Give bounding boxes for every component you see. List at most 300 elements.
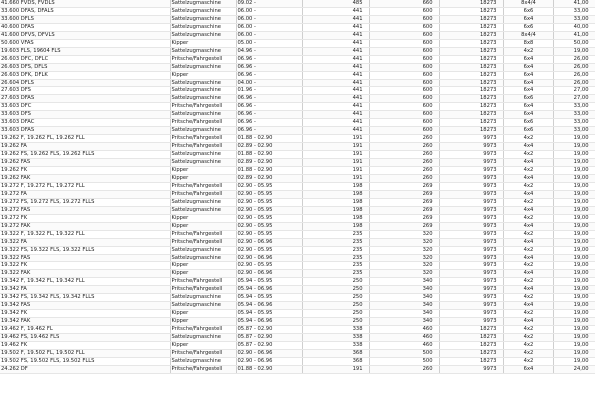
body-type-cell: Kipper	[170, 318, 236, 326]
build-period-cell: 06.96 -	[236, 127, 302, 135]
power-ps-cell: 460	[369, 341, 439, 349]
weight-cell: 19,00	[553, 278, 595, 286]
body-type-cell: Pritsche/Fahrgestell	[170, 190, 236, 198]
weight-cell: 19,00	[553, 302, 595, 310]
build-period-cell: 02.90 - 06.96	[236, 349, 302, 357]
axle-config-cell: 6x4	[503, 365, 553, 373]
power-kw-cell: 485	[302, 0, 369, 7]
power-kw-cell: 191	[302, 365, 369, 373]
power-ps-cell: 340	[369, 310, 439, 318]
axle-config-cell: 4x2	[503, 135, 553, 143]
power-ps-cell: 269	[369, 198, 439, 206]
power-ps-cell: 600	[369, 55, 439, 63]
body-type-cell: Pritsche/Fahrgestell	[170, 365, 236, 373]
body-type-cell: Sattelzugmaschine	[170, 0, 236, 7]
table-row[interactable]	[0, 63, 595, 71]
table-row[interactable]	[0, 190, 595, 198]
axle-config-cell: 4x2	[503, 310, 553, 318]
axle-config-cell: 6x4	[503, 87, 553, 95]
build-period-cell: 06.00 -	[236, 7, 302, 15]
weight-cell: 33,00	[553, 103, 595, 111]
build-period-cell: 02.89 - 02.90	[236, 143, 302, 151]
table-row[interactable]	[0, 143, 595, 151]
weight-cell: 26,00	[553, 63, 595, 71]
model-cell: 19.342 FAS	[0, 302, 170, 310]
body-type-cell: Sattelzugmaschine	[170, 7, 236, 15]
weight-cell: 19,00	[553, 151, 595, 159]
weight-cell: 19,00	[553, 341, 595, 349]
build-period-cell: 05.94 - 06.96	[236, 302, 302, 310]
axle-config-cell: 4x2	[503, 349, 553, 357]
weight-cell: 27,00	[553, 87, 595, 95]
table-row[interactable]	[0, 167, 595, 175]
displacement-cell: 9973	[439, 302, 503, 310]
model-cell: 24.262 DF	[0, 365, 170, 373]
table-row[interactable]	[0, 222, 595, 230]
power-kw-cell: 198	[302, 182, 369, 190]
power-ps-cell: 600	[369, 71, 439, 79]
body-type-cell: Sattelzugmaschine	[170, 302, 236, 310]
table-row[interactable]	[0, 103, 595, 111]
axle-config-cell: 4x2	[503, 214, 553, 222]
axle-config-cell: 8x4/4	[503, 31, 553, 39]
model-cell: 41.600 DFVS, DFVLS	[0, 31, 170, 39]
body-type-cell: Kipper	[170, 214, 236, 222]
weight-cell: 19,00	[553, 238, 595, 246]
displacement-cell: 9973	[439, 167, 503, 175]
power-kw-cell: 250	[302, 310, 369, 318]
table-row[interactable]	[0, 294, 595, 302]
power-ps-cell: 600	[369, 7, 439, 15]
weight-cell: 19,00	[553, 270, 595, 278]
power-ps-cell: 600	[369, 119, 439, 127]
model-cell: 19.272 FA	[0, 190, 170, 198]
model-cell: 19.342 FS, 19.342 FLS, 19.342 FLLS	[0, 294, 170, 302]
table-row[interactable]	[0, 95, 595, 103]
displacement-cell: 18273	[439, 127, 503, 135]
power-kw-cell: 235	[302, 262, 369, 270]
body-type-cell: Kipper	[170, 174, 236, 182]
power-ps-cell: 320	[369, 246, 439, 254]
power-ps-cell: 600	[369, 47, 439, 55]
power-kw-cell: 441	[302, 39, 369, 47]
build-period-cell: 02.90 - 05.95	[236, 222, 302, 230]
table-row[interactable]	[0, 326, 595, 334]
power-kw-cell: 198	[302, 222, 369, 230]
model-cell: 19.272 F, 19.272 FL, 19.272 FLL	[0, 182, 170, 190]
table-row[interactable]	[0, 15, 595, 23]
power-kw-cell: 250	[302, 286, 369, 294]
weight-cell: 19,00	[553, 326, 595, 334]
model-cell: 33.603 DFAC	[0, 119, 170, 127]
displacement-cell: 9973	[439, 270, 503, 278]
weight-cell: 27,00	[553, 95, 595, 103]
build-period-cell: 01.88 - 02.90	[236, 151, 302, 159]
displacement-cell: 9973	[439, 135, 503, 143]
body-type-cell: Pritsche/Fahrgestell	[170, 55, 236, 63]
table-row[interactable]	[0, 270, 595, 278]
displacement-cell: 18273	[439, 39, 503, 47]
table-row[interactable]	[0, 119, 595, 127]
table-row[interactable]	[0, 111, 595, 119]
weight-cell: 19,00	[553, 310, 595, 318]
axle-config-cell: 8x4/4	[503, 0, 553, 7]
body-type-cell: Pritsche/Fahrgestell	[170, 119, 236, 127]
model-cell: 19.322 FAS	[0, 254, 170, 262]
power-ps-cell: 269	[369, 222, 439, 230]
power-kw-cell: 250	[302, 278, 369, 286]
power-kw-cell: 191	[302, 167, 369, 175]
table-row[interactable]	[0, 365, 595, 373]
body-type-cell: Sattelzugmaschine	[170, 87, 236, 95]
body-type-cell: Pritsche/Fahrgestell	[170, 278, 236, 286]
power-kw-cell: 198	[302, 214, 369, 222]
build-period-cell: 05.00 -	[236, 39, 302, 47]
build-period-cell: 02.90 - 05.95	[236, 206, 302, 214]
body-type-cell: Sattelzugmaschine	[170, 111, 236, 119]
weight-cell: 33,00	[553, 7, 595, 15]
model-cell: 26.603 DFS, DFLS	[0, 63, 170, 71]
power-ps-cell: 600	[369, 103, 439, 111]
power-kw-cell: 235	[302, 246, 369, 254]
model-cell: 19.322 F, 19.322 FL, 19.322 FLL	[0, 230, 170, 238]
power-kw-cell: 441	[302, 7, 369, 15]
body-type-cell: Sattelzugmaschine	[170, 23, 236, 31]
table-row[interactable]	[0, 357, 595, 365]
power-kw-cell: 441	[302, 103, 369, 111]
table-row[interactable]	[0, 87, 595, 95]
axle-config-cell: 6x4	[503, 63, 553, 71]
power-ps-cell: 320	[369, 238, 439, 246]
power-ps-cell: 260	[369, 135, 439, 143]
table-row[interactable]	[0, 151, 595, 159]
build-period-cell: 04.96 -	[236, 47, 302, 55]
weight-cell: 19,00	[553, 286, 595, 294]
table-row[interactable]	[0, 206, 595, 214]
build-period-cell: 02.90 - 05.95	[236, 182, 302, 190]
displacement-cell: 9973	[439, 254, 503, 262]
displacement-cell: 9973	[439, 230, 503, 238]
power-kw-cell: 235	[302, 270, 369, 278]
build-period-cell: 06.96 -	[236, 55, 302, 63]
power-ps-cell: 600	[369, 111, 439, 119]
build-period-cell: 02.90 - 05.95	[236, 230, 302, 238]
power-kw-cell: 250	[302, 294, 369, 302]
power-kw-cell: 441	[302, 79, 369, 87]
body-type-cell: Pritsche/Fahrgestell	[170, 286, 236, 294]
power-kw-cell: 191	[302, 159, 369, 167]
model-cell: 50.600 VFAS	[0, 39, 170, 47]
body-type-cell: Sattelzugmaschine	[170, 198, 236, 206]
table-row[interactable]	[0, 334, 595, 342]
power-ps-cell: 340	[369, 278, 439, 286]
weight-cell: 19,00	[553, 214, 595, 222]
body-type-cell: Pritsche/Fahrgestell	[170, 182, 236, 190]
power-ps-cell: 600	[369, 23, 439, 31]
power-kw-cell: 198	[302, 190, 369, 198]
model-cell: 19.342 FA	[0, 286, 170, 294]
power-ps-cell: 600	[369, 95, 439, 103]
axle-config-cell: 6x4	[503, 111, 553, 119]
axle-config-cell: 4x4	[503, 238, 553, 246]
table-row[interactable]	[0, 214, 595, 222]
body-type-cell: Sattelzugmaschine	[170, 31, 236, 39]
power-ps-cell: 600	[369, 15, 439, 23]
model-cell: 19.462 FS, 19.462 FLS	[0, 334, 170, 342]
axle-config-cell: 4x4	[503, 190, 553, 198]
model-cell: 19.462 F, 19.462 FL	[0, 326, 170, 334]
body-type-cell: Kipper	[170, 39, 236, 47]
body-type-cell: Kipper	[170, 71, 236, 79]
displacement-cell: 9973	[439, 294, 503, 302]
body-type-cell: Sattelzugmaschine	[170, 294, 236, 302]
displacement-cell: 18273	[439, 15, 503, 23]
power-ps-cell: 500	[369, 349, 439, 357]
power-ps-cell: 269	[369, 206, 439, 214]
model-cell: 19.502 FS, 19.502 FLS, 19.502 FLLS	[0, 357, 170, 365]
table-row[interactable]	[0, 39, 595, 47]
power-kw-cell: 191	[302, 174, 369, 182]
body-type-cell: Pritsche/Fahrgestell	[170, 143, 236, 151]
power-kw-cell: 191	[302, 135, 369, 143]
displacement-cell: 18273	[439, 111, 503, 119]
weight-cell: 19,00	[553, 357, 595, 365]
build-period-cell: 06.96 -	[236, 119, 302, 127]
table-row[interactable]	[0, 286, 595, 294]
displacement-cell: 18273	[439, 23, 503, 31]
power-ps-cell: 460	[369, 326, 439, 334]
weight-cell: 41,00	[553, 0, 595, 7]
axle-config-cell: 4x2	[503, 167, 553, 175]
table-row[interactable]	[0, 127, 595, 135]
weight-cell: 19,00	[553, 230, 595, 238]
table-row[interactable]	[0, 55, 595, 63]
build-period-cell: 06.00 -	[236, 15, 302, 23]
model-cell: 19.322 FAK	[0, 270, 170, 278]
build-period-cell: 05.94 - 06.96	[236, 286, 302, 294]
build-period-cell: 05.94 - 06.96	[236, 318, 302, 326]
displacement-cell: 18273	[439, 334, 503, 342]
table-row[interactable]	[0, 349, 595, 357]
displacement-cell: 9973	[439, 206, 503, 214]
axle-config-cell: 4x4	[503, 286, 553, 294]
weight-cell: 33,00	[553, 119, 595, 127]
body-type-cell: Pritsche/Fahrgestell	[170, 326, 236, 334]
body-type-cell: Sattelzugmaschine	[170, 15, 236, 23]
model-cell: 19.262 FA	[0, 143, 170, 151]
build-period-cell: 02.90 - 06.96	[236, 238, 302, 246]
displacement-cell: 9973	[439, 182, 503, 190]
table-row[interactable]	[0, 79, 595, 87]
axle-config-cell: 8x8	[503, 39, 553, 47]
model-cell: 19.603 FLS, 19604 FLS	[0, 47, 170, 55]
weight-cell: 19,00	[553, 182, 595, 190]
power-ps-cell: 260	[369, 143, 439, 151]
axle-config-cell: 4x4	[503, 174, 553, 182]
table-row[interactable]	[0, 318, 595, 326]
power-kw-cell: 441	[302, 127, 369, 135]
table-row[interactable]	[0, 254, 595, 262]
power-kw-cell: 441	[302, 71, 369, 79]
power-kw-cell: 250	[302, 318, 369, 326]
displacement-cell: 18273	[439, 326, 503, 334]
build-period-cell: 06.96 -	[236, 63, 302, 71]
displacement-cell: 9973	[439, 174, 503, 182]
build-period-cell: 02.90 - 05.95	[236, 198, 302, 206]
power-kw-cell: 441	[302, 31, 369, 39]
body-type-cell: Sattelzugmaschine	[170, 254, 236, 262]
body-type-cell: Kipper	[170, 262, 236, 270]
table-row[interactable]	[0, 135, 595, 143]
body-type-cell: Sattelzugmaschine	[170, 357, 236, 365]
power-ps-cell: 260	[369, 174, 439, 182]
weight-cell: 19,00	[553, 318, 595, 326]
model-cell: 19.272 FAS	[0, 206, 170, 214]
axle-config-cell: 6x6	[503, 23, 553, 31]
displacement-cell: 9973	[439, 198, 503, 206]
axle-config-cell: 4x4	[503, 143, 553, 151]
displacement-cell: 9973	[439, 286, 503, 294]
model-cell: 40.600 DFAS	[0, 23, 170, 31]
power-kw-cell: 441	[302, 47, 369, 55]
model-cell: 19.322 FS, 19.322 FLS, 19.322 FLLS	[0, 246, 170, 254]
body-type-cell: Pritsche/Fahrgestell	[170, 238, 236, 246]
table-row[interactable]	[0, 310, 595, 318]
table-row[interactable]	[0, 278, 595, 286]
table-row[interactable]	[0, 238, 595, 246]
displacement-cell: 9973	[439, 159, 503, 167]
power-kw-cell: 338	[302, 341, 369, 349]
displacement-cell: 18273	[439, 0, 503, 7]
displacement-cell: 18273	[439, 103, 503, 111]
displacement-cell: 9973	[439, 262, 503, 270]
model-cell: 19.262 F, 19.262 FL, 19.262 FLL	[0, 135, 170, 143]
build-period-cell: 06.00 -	[236, 23, 302, 31]
displacement-cell: 18273	[439, 87, 503, 95]
power-ps-cell: 340	[369, 286, 439, 294]
body-type-cell: Pritsche/Fahrgestell	[170, 230, 236, 238]
displacement-cell: 18273	[439, 79, 503, 87]
axle-config-cell: 4x2	[503, 246, 553, 254]
table-row[interactable]	[0, 31, 595, 39]
power-kw-cell: 441	[302, 111, 369, 119]
weight-cell: 26,00	[553, 55, 595, 63]
build-period-cell: 05.94 - 05.95	[236, 294, 302, 302]
body-type-cell: Pritsche/Fahrgestell	[170, 349, 236, 357]
power-kw-cell: 368	[302, 349, 369, 357]
model-cell: 19.262 FAK	[0, 174, 170, 182]
weight-cell: 19,00	[553, 246, 595, 254]
displacement-cell: 18273	[439, 349, 503, 357]
power-kw-cell: 191	[302, 143, 369, 151]
weight-cell: 19,00	[553, 222, 595, 230]
table-row[interactable]	[0, 182, 595, 190]
body-type-cell: Kipper	[170, 270, 236, 278]
displacement-cell: 18273	[439, 341, 503, 349]
model-cell: 19.262 FK	[0, 167, 170, 175]
power-ps-cell: 500	[369, 357, 439, 365]
table-row[interactable]	[0, 262, 595, 270]
table-row[interactable]	[0, 0, 595, 7]
power-ps-cell: 260	[369, 151, 439, 159]
power-ps-cell: 260	[369, 365, 439, 373]
displacement-cell: 9973	[439, 238, 503, 246]
power-ps-cell: 600	[369, 63, 439, 71]
body-type-cell: Kipper	[170, 310, 236, 318]
axle-config-cell: 6x4	[503, 55, 553, 63]
axle-config-cell: 4x2	[503, 47, 553, 55]
power-kw-cell: 441	[302, 63, 369, 71]
table-row[interactable]	[0, 302, 595, 310]
power-kw-cell: 368	[302, 357, 369, 365]
weight-cell: 33,00	[553, 127, 595, 135]
displacement-cell: 18273	[439, 47, 503, 55]
table-row[interactable]	[0, 23, 595, 31]
body-type-cell: Sattelzugmaschine	[170, 95, 236, 103]
axle-config-cell: 6x6	[503, 127, 553, 135]
displacement-cell: 9973	[439, 365, 503, 373]
weight-cell: 50,00	[553, 39, 595, 47]
build-period-cell: 04.00 -	[236, 79, 302, 87]
axle-config-cell: 4x2	[503, 357, 553, 365]
power-ps-cell: 600	[369, 31, 439, 39]
axle-config-cell: 4x4	[503, 254, 553, 262]
displacement-cell: 18273	[439, 63, 503, 71]
weight-cell: 19,00	[553, 262, 595, 270]
axle-config-cell: 4x2	[503, 326, 553, 334]
table-row[interactable]	[0, 341, 595, 349]
build-period-cell: 06.96 -	[236, 95, 302, 103]
displacement-cell: 9973	[439, 190, 503, 198]
weight-cell: 33,00	[553, 15, 595, 23]
power-kw-cell: 338	[302, 334, 369, 342]
table-row[interactable]	[0, 7, 595, 15]
build-period-cell: 05.87 - 02.90	[236, 341, 302, 349]
build-period-cell: 01.88 - 02.90	[236, 135, 302, 143]
displacement-cell: 18273	[439, 119, 503, 127]
weight-cell: 19,00	[553, 174, 595, 182]
weight-cell: 19,00	[553, 190, 595, 198]
body-type-cell: Sattelzugmaschine	[170, 127, 236, 135]
axle-config-cell: 4x2	[503, 341, 553, 349]
build-period-cell: 02.90 - 06.96	[236, 254, 302, 262]
weight-cell: 26,00	[553, 71, 595, 79]
displacement-cell: 9973	[439, 143, 503, 151]
power-kw-cell: 441	[302, 119, 369, 127]
model-cell: 19.342 FAK	[0, 318, 170, 326]
displacement-cell: 18273	[439, 71, 503, 79]
power-ps-cell: 269	[369, 214, 439, 222]
body-type-cell: Sattelzugmaschine	[170, 246, 236, 254]
power-ps-cell: 600	[369, 39, 439, 47]
table-row[interactable]	[0, 198, 595, 206]
table-row[interactable]	[0, 174, 595, 182]
axle-config-cell: 4x2	[503, 182, 553, 190]
table-row[interactable]	[0, 47, 595, 55]
axle-config-cell: 4x4	[503, 302, 553, 310]
table-row[interactable]	[0, 159, 595, 167]
table-row[interactable]	[0, 71, 595, 79]
power-kw-cell: 441	[302, 95, 369, 103]
axle-config-cell: 4x2	[503, 230, 553, 238]
body-type-cell: Sattelzugmaschine	[170, 47, 236, 55]
axle-config-cell: 4x2	[503, 334, 553, 342]
body-type-cell: Sattelzugmaschine	[170, 63, 236, 71]
table-row[interactable]	[0, 246, 595, 254]
table-row[interactable]	[0, 230, 595, 238]
axle-config-cell: 4x2	[503, 198, 553, 206]
weight-cell: 24,00	[553, 365, 595, 373]
